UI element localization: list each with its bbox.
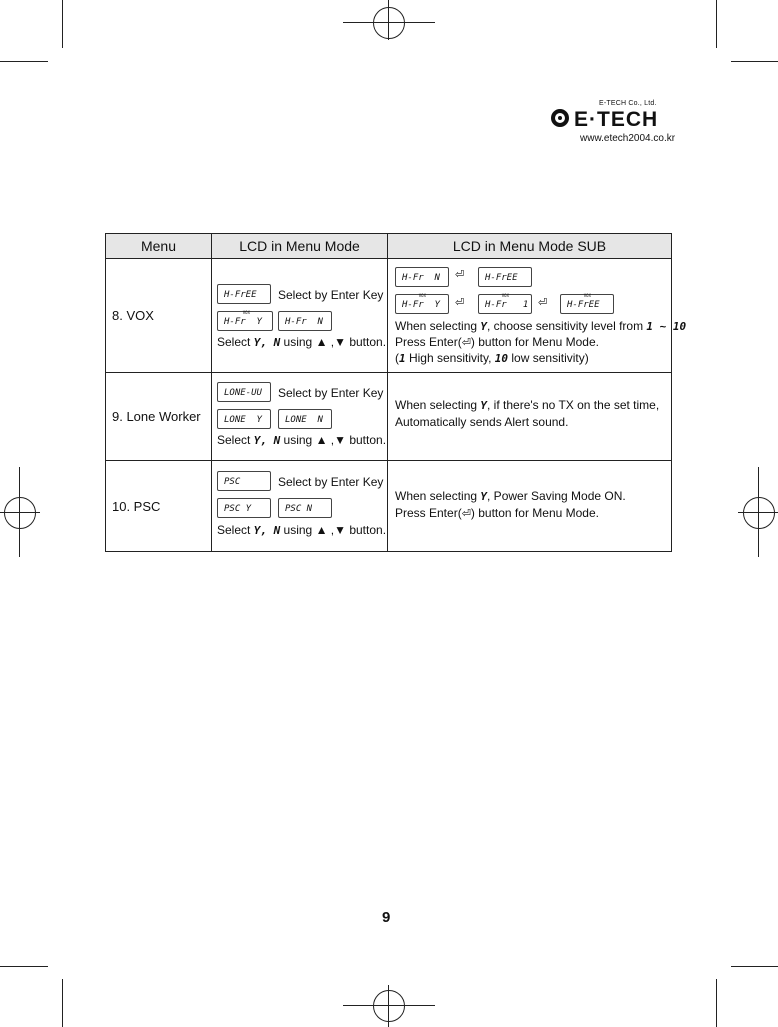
sub-description-line: Press Enter(⏎) button for Menu Mode. — [395, 335, 599, 349]
registration-mark-icon — [373, 990, 405, 1022]
menu-table — [105, 233, 687, 552]
crop-mark — [0, 966, 48, 967]
lcd-display: H-FrEE — [217, 284, 271, 304]
registration-mark-icon — [743, 497, 775, 529]
crop-mark — [62, 0, 63, 48]
crop-mark — [731, 966, 778, 967]
registration-line — [388, 985, 389, 1027]
table-row — [106, 461, 672, 552]
lcd-menu-cell — [212, 259, 388, 373]
lcd-display: H-FrEE VOX — [560, 294, 614, 314]
table-header-row — [106, 234, 672, 259]
lcd-display-n: PSC N — [278, 498, 332, 518]
sub-description-line: Press Enter(⏎) button for Menu Mode. — [395, 506, 599, 520]
lcd-menu-cell — [212, 461, 388, 552]
lcd-display-n: LONE N — [278, 409, 332, 429]
vox-indicator: VOX — [242, 310, 250, 315]
menu-name: 8. VOX — [106, 259, 212, 373]
menu-name: 9. Lone Worker — [106, 373, 212, 461]
vox-indicator: VOX — [418, 293, 426, 298]
enter-key-icon: ⏎ — [461, 508, 471, 520]
lcd-sub-cell — [388, 373, 672, 461]
sub-description-line: (1 High sensitivity, 10 low sensitivity) — [395, 351, 589, 365]
vox-indicator: VOX — [501, 293, 509, 298]
lcd-display-y: LONE Y — [217, 409, 271, 429]
select-instruction: Select Y, N using ▲ ,▼ button. — [217, 523, 387, 537]
crop-mark — [716, 979, 717, 1027]
registration-line — [343, 1005, 435, 1006]
enter-arrow-icon: ⏎ — [455, 269, 465, 281]
crop-mark — [731, 61, 778, 62]
registration-line — [343, 22, 435, 23]
lcd-sub-cell — [388, 259, 687, 373]
registration-line — [0, 512, 40, 513]
sub-description-line: When selecting Y, Power Saving Mode ON. — [395, 489, 626, 503]
brand-logo-text: E·TECH — [574, 108, 659, 131]
select-instruction: Select Y, N using ▲ ,▼ button. — [217, 335, 387, 349]
menu-name: 10. PSC — [106, 461, 212, 552]
website-url: www.etech2004.co.kr — [580, 133, 676, 144]
lcd-menu-cell — [212, 373, 388, 461]
table-row — [106, 259, 672, 373]
sub-description-line: When selecting Y, choose sensitivity level from 1 ~ 10 — [395, 319, 687, 333]
page-number: 9 — [382, 909, 391, 926]
registration-mark-icon — [4, 497, 36, 529]
vox-indicator: VOX — [583, 293, 591, 298]
header-menu: Menu — [106, 234, 212, 259]
lcd-display: H-Fr N — [395, 267, 449, 287]
lcd-sub-cell — [388, 461, 672, 552]
lcd-display-n: H-Fr N — [278, 311, 332, 331]
lcd-display: H-Fr Y VOX — [395, 294, 449, 314]
lcd-display: PSC — [217, 471, 271, 491]
lcd-display-y: PSC Y — [217, 498, 271, 518]
registration-line — [738, 512, 778, 513]
lcd-display: H-Fr 1 VOX — [478, 294, 532, 314]
table-row — [106, 373, 672, 461]
registration-line — [388, 0, 389, 40]
select-key-label: Select by Enter Key — [278, 288, 384, 302]
etech-logo-icon — [551, 109, 569, 127]
header-lcd-sub: LCD in Menu Mode SUB — [388, 234, 672, 259]
select-key-label: Select by Enter Key — [278, 386, 384, 400]
select-key-label: Select by Enter Key — [278, 475, 384, 489]
crop-mark — [716, 0, 717, 48]
lcd-display: LONE-UU — [217, 382, 271, 402]
registration-mark-icon — [373, 7, 405, 39]
enter-key-icon: ⏎ — [461, 337, 471, 349]
lcd-display: H-FrEE — [478, 267, 532, 287]
select-instruction: Select Y, N using ▲ ,▼ button. — [217, 433, 387, 447]
company-name: E-TECH Co., Ltd. — [599, 100, 657, 107]
header-lcd-menu-mode: LCD in Menu Mode — [212, 234, 388, 259]
crop-mark — [0, 61, 48, 62]
sub-description-line: When selecting Y, if there's no TX on the set time, — [395, 398, 660, 412]
sub-description-line: Automatically sends Alert sound. — [395, 415, 569, 429]
enter-arrow-icon: ⏎ — [538, 297, 548, 309]
lcd-display-y: H-Fr Y VOX — [217, 311, 273, 331]
enter-arrow-icon: ⏎ — [455, 297, 465, 309]
crop-mark — [62, 979, 63, 1027]
